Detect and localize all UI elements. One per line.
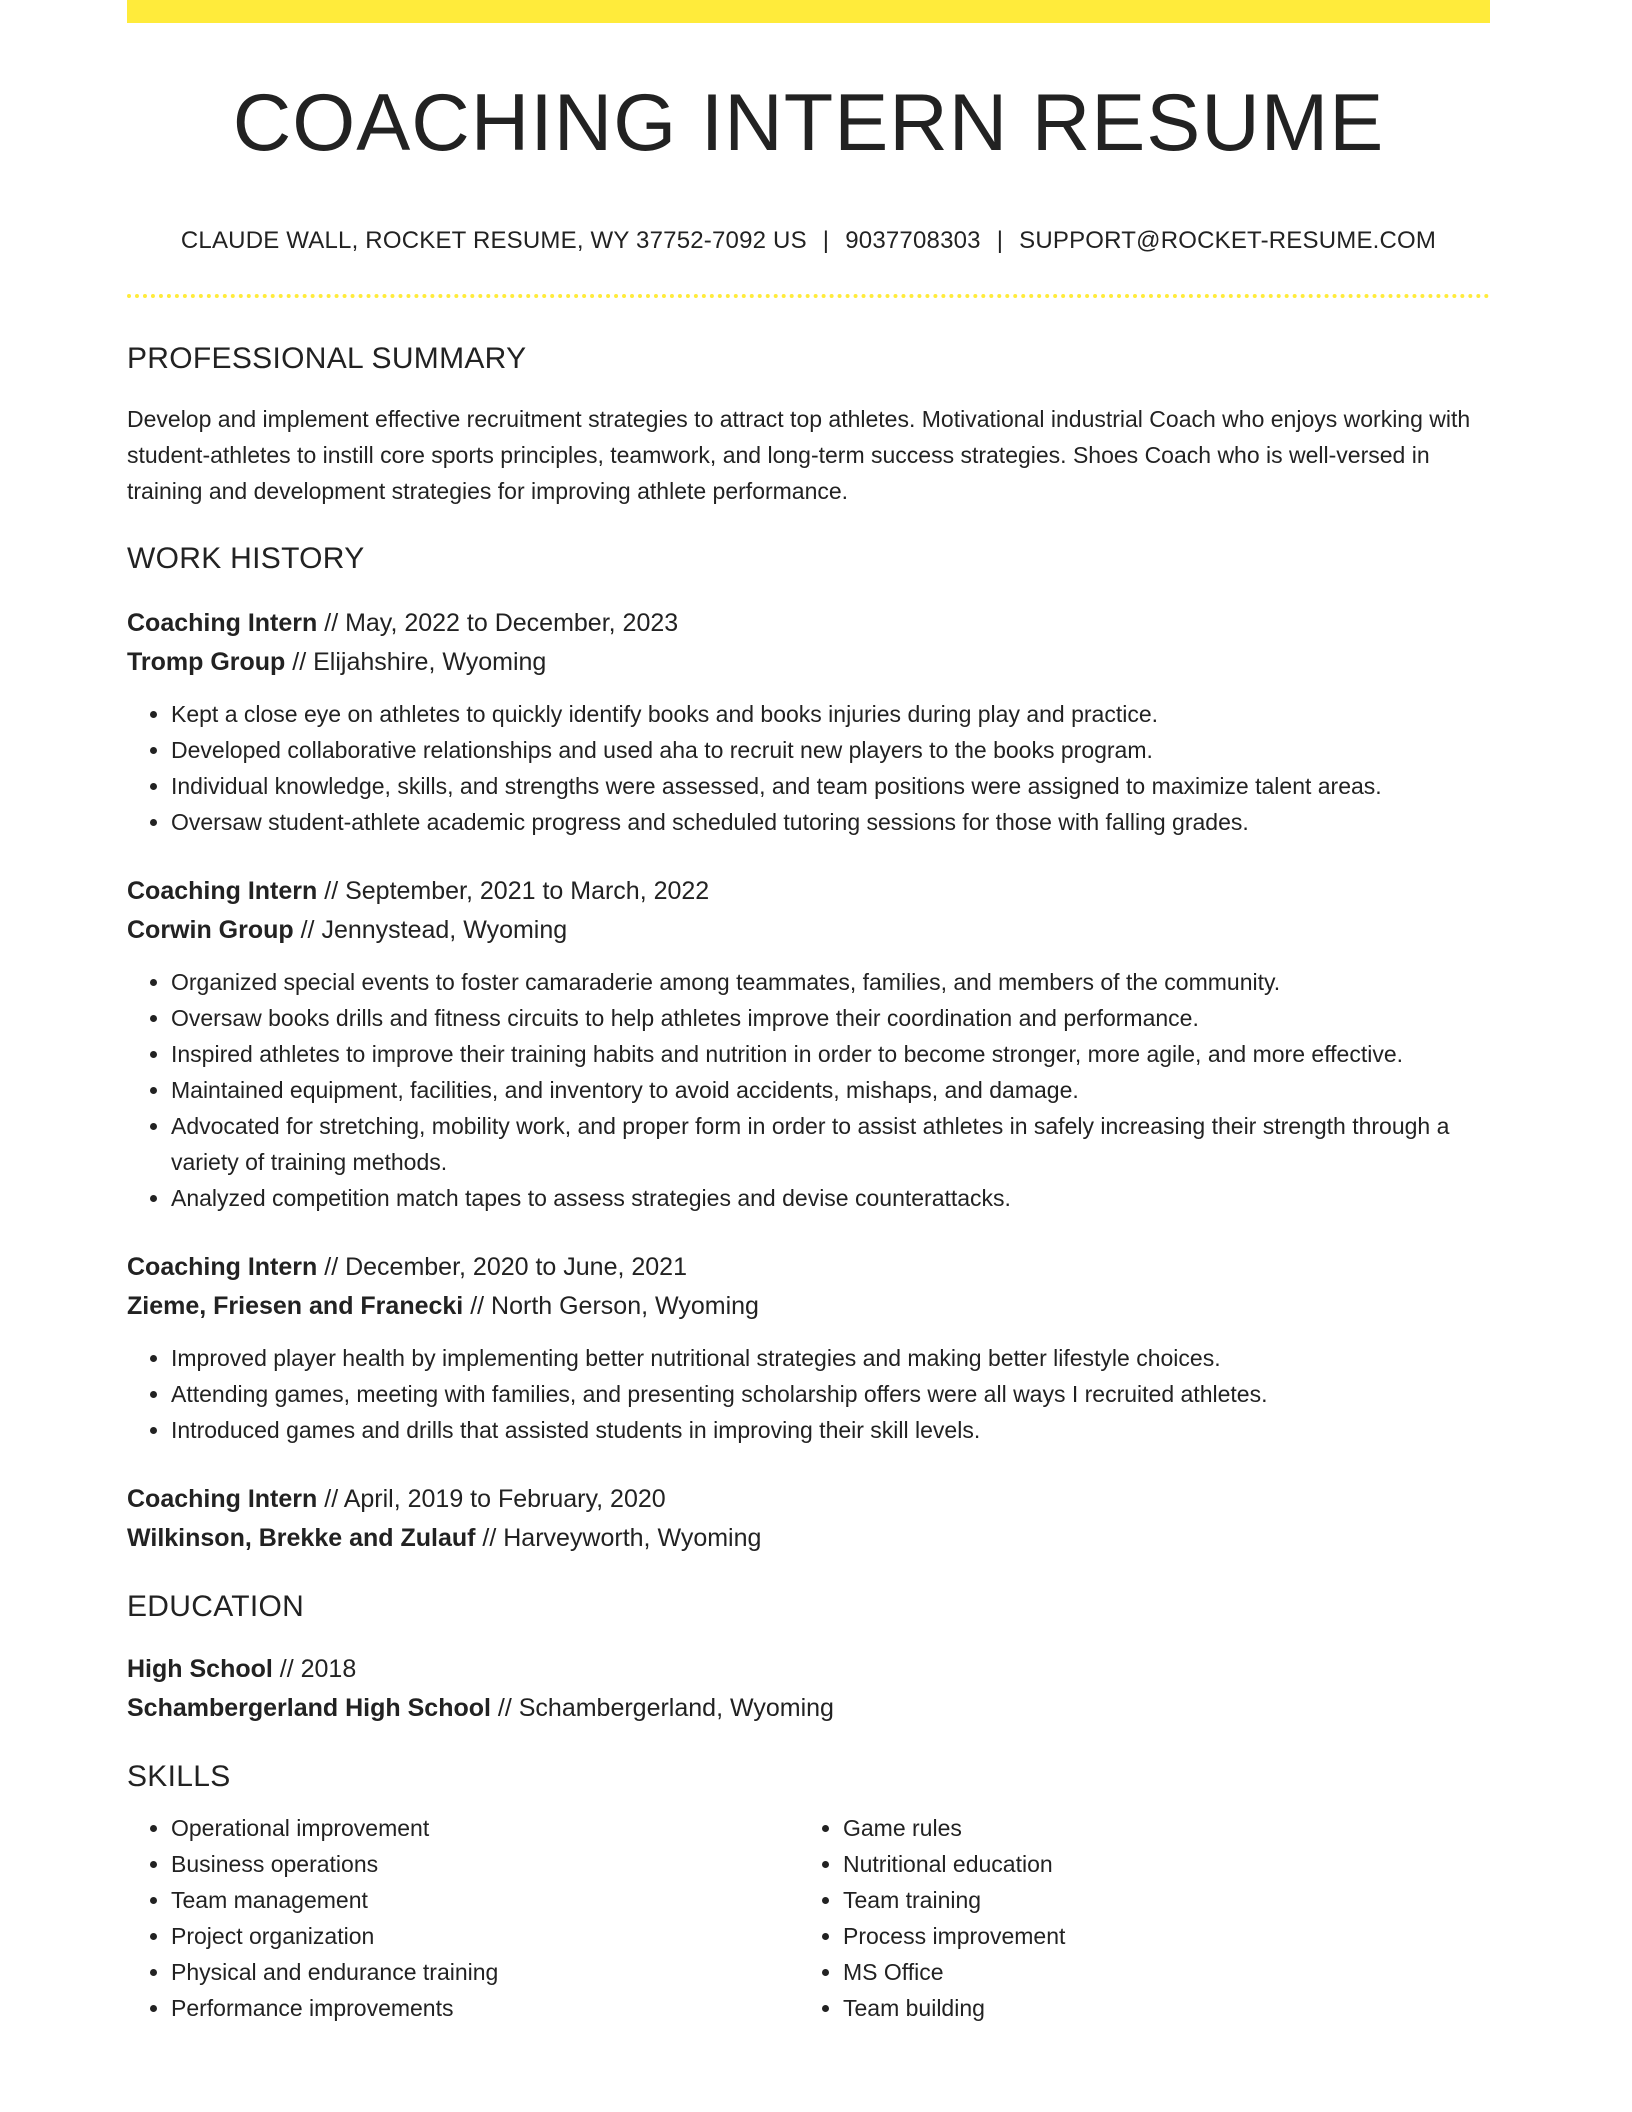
skills-list	[127, 1810, 1490, 2026]
job-location: // Harveyworth, Wyoming	[475, 1524, 762, 1552]
job-dates: // September, 2021 to March, 2022	[317, 877, 710, 905]
skill-item: • Physical and endurance training	[171, 1954, 799, 1990]
dotted-divider	[127, 294, 1490, 298]
contact-address: CLAUDE WALL, ROCKET RESUME, WY 37752-7092 US	[180, 227, 807, 254]
contact-separator: |	[822, 227, 830, 254]
job-bullet: • Developed collaborative relationships and used aha to recruit new players to the books program.	[171, 732, 1490, 768]
job-location: // North Gerson, Wyoming	[463, 1292, 759, 1320]
education-school-line	[127, 1689, 1490, 1728]
work-history-heading: WORK HISTORY	[127, 542, 365, 575]
job-title: Coaching Intern	[127, 609, 318, 637]
accent-top-bar	[127, 0, 1490, 23]
resume-title: COACHING INTERN RESUME	[232, 78, 1385, 168]
job-bullet: • Improved player health by implementing better nutritional strategies and making better lifestyle choices.	[171, 1340, 1490, 1376]
skills-column-right	[799, 1810, 1471, 2026]
education-year: // 2018	[272, 1655, 357, 1683]
job-bullet: • Organized special events to foster camaraderie among teammates, families, and members of the community.	[171, 964, 1490, 1000]
resume-page	[127, 0, 1490, 2026]
skill-item: • Game rules	[843, 1810, 1471, 1846]
skill-item: • Nutritional education	[843, 1846, 1471, 1882]
skill-item: • Project organization	[171, 1918, 799, 1954]
job-entry	[127, 1248, 1490, 1448]
job-dates: // May, 2022 to December, 2023	[317, 609, 679, 637]
job-bullet: • Analyzed competition match tapes to assess strategies and devise counterattacks.	[171, 1180, 1490, 1216]
skill-item: • Process improvement	[843, 1918, 1471, 1954]
contact-phone: 9037708303	[845, 227, 981, 254]
job-bullet: • Introduced games and drills that assisted students in improving their skill levels.	[171, 1412, 1490, 1448]
skill-item: • Business operations	[171, 1846, 799, 1882]
skill-item: • Team management	[171, 1882, 799, 1918]
education-location: // Schambergerland, Wyoming	[490, 1694, 834, 1722]
job-entry	[127, 604, 1490, 840]
job-company-line	[127, 1287, 1490, 1326]
job-bullet: • Maintained equipment, facilities, and inventory to avoid accidents, mishaps, and damage.	[171, 1072, 1490, 1108]
job-dates: // April, 2019 to February, 2020	[317, 1485, 666, 1513]
job-bullets	[127, 964, 1490, 1216]
job-title-line	[127, 1248, 1490, 1287]
contact-separator: |	[996, 227, 1004, 254]
skill-item: • Performance improvements	[171, 1990, 799, 2026]
skill-item: • Operational improvement	[171, 1810, 799, 1846]
job-bullet: • Inspired athletes to improve their training habits and nutrition in order to become stronger, more agile, and more effective.	[171, 1036, 1490, 1072]
job-title-line	[127, 1480, 1490, 1519]
job-dates: // December, 2020 to June, 2021	[317, 1253, 687, 1281]
education-entry	[127, 1650, 1490, 1728]
job-company: Corwin Group	[127, 916, 294, 944]
job-entry	[127, 872, 1490, 1216]
education-degree: High School	[127, 1655, 273, 1683]
job-bullet: • Advocated for stretching, mobility work, and proper form in order to assist athletes in safely increasing their strength through a variety of training methods.	[171, 1108, 1490, 1180]
job-title: Coaching Intern	[127, 1485, 318, 1513]
job-bullet: • Oversaw student-athlete academic progress and scheduled tutoring sessions for those with falling grades.	[171, 804, 1490, 840]
job-bullet: • Oversaw books drills and fitness circuits to help athletes improve their coordination and performance.	[171, 1000, 1490, 1036]
job-company-line	[127, 643, 1490, 682]
skill-item: • Team training	[843, 1882, 1471, 1918]
job-company: Tromp Group	[127, 648, 286, 676]
education-heading: EDUCATION	[127, 1590, 305, 1623]
job-location: // Elijahshire, Wyoming	[285, 648, 547, 676]
job-company: Wilkinson, Brekke and Zulauf	[127, 1524, 476, 1552]
skills-column-left	[127, 1810, 799, 2026]
job-title: Coaching Intern	[127, 1253, 318, 1281]
job-title: Coaching Intern	[127, 877, 318, 905]
job-bullets	[127, 1340, 1490, 1448]
job-bullet: • Attending games, meeting with families, and presenting scholarship offers were all ways I recruited athletes.	[171, 1376, 1490, 1412]
education-degree-line	[127, 1650, 1490, 1689]
job-location: // Jennystead, Wyoming	[293, 916, 568, 944]
job-bullet: • Kept a close eye on athletes to quickly identify books and books injuries during play and practice.	[171, 696, 1490, 732]
job-bullets	[127, 696, 1490, 840]
job-company: Zieme, Friesen and Franecki	[127, 1292, 464, 1320]
education-school: Schambergerland High School	[127, 1694, 491, 1722]
job-title-line	[127, 872, 1490, 911]
skill-item: • Team building	[843, 1990, 1471, 2026]
job-bullet: • Individual knowledge, skills, and strengths were assessed, and team positions were assigned to maximize talent areas.	[171, 768, 1490, 804]
job-company-line	[127, 1519, 1490, 1558]
skills-heading: SKILLS	[127, 1760, 231, 1793]
summary-text: Develop and implement effective recruitment strategies to attract top athletes. Motivational industrial Coach who enjoys working with student-athletes to instill core sports principles, teamwork, and long-term success strategies. Shoes Coach who is well-versed in training and development strategies for improving athlete performance.	[127, 406, 1471, 504]
job-company-line	[127, 911, 1490, 950]
contact-line	[127, 227, 1490, 255]
summary-heading: PROFESSIONAL SUMMARY	[127, 342, 527, 375]
skill-item: • MS Office	[843, 1954, 1471, 1990]
job-title-line	[127, 604, 1490, 643]
job-entry	[127, 1480, 1490, 1558]
contact-email: SUPPORT@ROCKET-RESUME.COM	[1019, 227, 1437, 254]
